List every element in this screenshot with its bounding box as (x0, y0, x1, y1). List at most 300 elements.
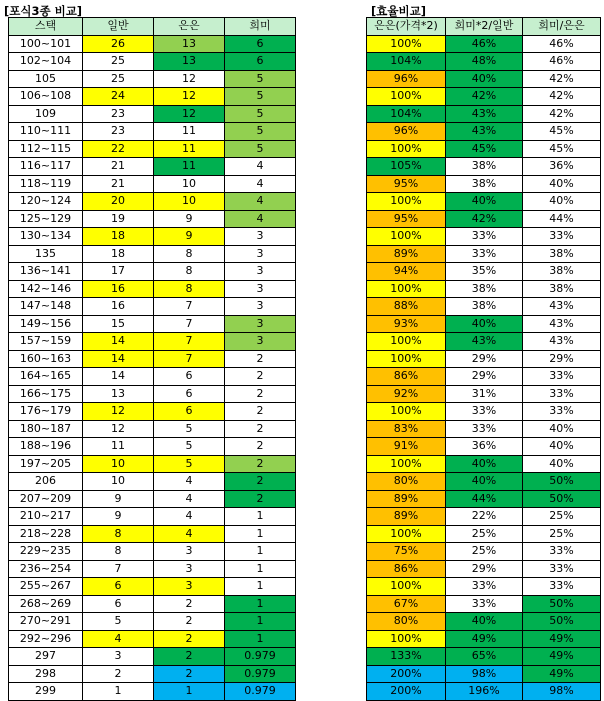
table1-row (9, 508, 296, 526)
table1-cell: 12 (154, 70, 225, 88)
table1-cell: 110~111 (9, 123, 83, 141)
table2-cell: 40% (446, 193, 523, 211)
table2-cell: 25% (446, 543, 523, 561)
table2-cell: 38% (523, 245, 601, 263)
table1-cell: 21 (83, 158, 154, 176)
table1-cell: 0.979 (225, 648, 296, 666)
table2-cell: 100% (367, 193, 446, 211)
table1-cell: 18 (83, 228, 154, 246)
table2-cell: 29% (523, 350, 601, 368)
table1-cell: 4 (154, 490, 225, 508)
table1-cell: 3 (225, 245, 296, 263)
table2-cell: 38% (446, 280, 523, 298)
table1-cell: 19 (83, 210, 154, 228)
table2-cell: 104% (367, 105, 446, 123)
table2-row (367, 70, 601, 88)
table2-cell: 45% (446, 140, 523, 158)
table1-row (9, 525, 296, 543)
table2-cell: 33% (446, 578, 523, 596)
table1-cell: 4 (225, 210, 296, 228)
table1-row (9, 263, 296, 281)
table2-cell: 86% (367, 368, 446, 386)
table1-cell: 12 (83, 403, 154, 421)
table2-cell: 200% (367, 665, 446, 683)
table1-cell: 8 (83, 543, 154, 561)
table2-cell: 200% (367, 683, 446, 701)
table2-row (367, 315, 601, 333)
table1-cell: 9 (154, 210, 225, 228)
table2-cell: 49% (523, 648, 601, 666)
table1-cell: 12 (83, 420, 154, 438)
table1-cell: 7 (154, 315, 225, 333)
table2-row (367, 578, 601, 596)
table2-cell: 100% (367, 88, 446, 106)
table2-cell: 33% (523, 403, 601, 421)
table1-cell: 120~124 (9, 193, 83, 211)
table2-row (367, 210, 601, 228)
table2-cell: 33% (523, 560, 601, 578)
table1-cell: 102~104 (9, 53, 83, 71)
table2-cell: 50% (523, 613, 601, 631)
table2-cell: 42% (523, 88, 601, 106)
table2-cell: 100% (367, 35, 446, 53)
table1-row (9, 70, 296, 88)
table1-cell: 2 (225, 455, 296, 473)
table1-cell: 298 (9, 665, 83, 683)
table1-cell: 13 (154, 53, 225, 71)
table1-cell: 297 (9, 648, 83, 666)
table2-cell: 98% (523, 683, 601, 701)
table2-cell: 29% (446, 560, 523, 578)
table2-row (367, 35, 601, 53)
table2-row (367, 105, 601, 123)
table2-cell: 38% (446, 175, 523, 193)
table1-cell: 4 (154, 525, 225, 543)
table1-cell: 11 (154, 123, 225, 141)
table1-cell: 10 (154, 193, 225, 211)
table1-row (9, 578, 296, 596)
table1-cell: 23 (83, 105, 154, 123)
table1-cell: 6 (154, 403, 225, 421)
table1-row (9, 105, 296, 123)
table1-cell: 17 (83, 263, 154, 281)
table2-cell: 49% (446, 630, 523, 648)
table2-cell: 33% (446, 403, 523, 421)
table2-cell: 80% (367, 613, 446, 631)
table1-cell: 6 (83, 578, 154, 596)
table1-cell: 270~291 (9, 613, 83, 631)
table1-cell: 135 (9, 245, 83, 263)
table2-cell: 38% (523, 263, 601, 281)
table1-cell: 6 (225, 53, 296, 71)
table2-cell: 40% (446, 455, 523, 473)
table1-cell: 14 (83, 350, 154, 368)
table1-cell: 2 (225, 385, 296, 403)
table2-cell: 40% (446, 315, 523, 333)
table1-cell: 2 (225, 368, 296, 386)
table1-cell: 13 (154, 35, 225, 53)
table1-cell: 176~179 (9, 403, 83, 421)
table2-header-cell: 희미/은은 (523, 18, 601, 36)
table1-cell: 125~129 (9, 210, 83, 228)
table2-cell: 33% (446, 595, 523, 613)
table1-cell: 1 (83, 683, 154, 701)
table1-cell: 18 (83, 245, 154, 263)
table1-cell: 197~205 (9, 455, 83, 473)
table2-row (367, 280, 601, 298)
table1-cell: 118~119 (9, 175, 83, 193)
table2-cell: 42% (523, 70, 601, 88)
table1-cell: 1 (225, 560, 296, 578)
table1-row (9, 175, 296, 193)
table1-cell: 1 (225, 578, 296, 596)
table1-cell: 6 (154, 385, 225, 403)
table1-cell: 22 (83, 140, 154, 158)
table1-cell: 25 (83, 53, 154, 71)
table1-row (9, 193, 296, 211)
table1-cell: 3 (225, 280, 296, 298)
table1-header-row (9, 18, 296, 36)
table2-cell: 133% (367, 648, 446, 666)
table2-cell: 40% (523, 455, 601, 473)
table2-cell: 38% (446, 298, 523, 316)
table1-cell: 12 (154, 88, 225, 106)
table2-cell: 42% (446, 88, 523, 106)
table2-cell: 100% (367, 525, 446, 543)
table1-cell: 2 (225, 473, 296, 491)
table2-cell: 25% (523, 508, 601, 526)
table2-cell: 33% (446, 228, 523, 246)
table2-row (367, 123, 601, 141)
table1-cell: 4 (154, 473, 225, 491)
table2-cell: 50% (523, 490, 601, 508)
table2-cell: 100% (367, 578, 446, 596)
table1-cell: 5 (225, 105, 296, 123)
table2-row (367, 455, 601, 473)
table1-cell: 3 (154, 560, 225, 578)
table1-cell: 1 (225, 630, 296, 648)
table2-cell: 44% (523, 210, 601, 228)
table1-cell: 10 (83, 473, 154, 491)
table2-cell: 40% (446, 70, 523, 88)
table2-cell: 75% (367, 543, 446, 561)
table2-cell: 33% (446, 420, 523, 438)
table1-cell: 11 (154, 140, 225, 158)
table1-cell: 8 (154, 245, 225, 263)
table1-cell: 130~134 (9, 228, 83, 246)
table1-cell: 1 (225, 595, 296, 613)
table2-cell: 40% (446, 613, 523, 631)
table2-row (367, 158, 601, 176)
table2-row (367, 193, 601, 211)
table2-cell: 44% (446, 490, 523, 508)
table2-cell: 45% (523, 140, 601, 158)
table2-cell: 95% (367, 175, 446, 193)
table1-cell: 160~163 (9, 350, 83, 368)
table1-cell: 229~235 (9, 543, 83, 561)
table2-row (367, 350, 601, 368)
table1-cell: 0.979 (225, 665, 296, 683)
table2-cell: 46% (523, 53, 601, 71)
table1-cell: 1 (225, 613, 296, 631)
table2-cell: 49% (523, 665, 601, 683)
table2-cell: 65% (446, 648, 523, 666)
table1-cell: 3 (154, 578, 225, 596)
table1-cell: 112~115 (9, 140, 83, 158)
table1-cell: 5 (225, 123, 296, 141)
table1-cell: 7 (154, 298, 225, 316)
table1-cell: 9 (154, 228, 225, 246)
table1-cell: 4 (225, 193, 296, 211)
table2-cell: 29% (446, 350, 523, 368)
table2-row (367, 595, 601, 613)
table1-cell: 20 (83, 193, 154, 211)
table2-cell: 100% (367, 140, 446, 158)
table1-row (9, 228, 296, 246)
table1-cell: 5 (225, 88, 296, 106)
table2-cell: 45% (523, 123, 601, 141)
table1-cell: 5 (154, 455, 225, 473)
table1-cell: 3 (154, 543, 225, 561)
table1-cell: 7 (154, 333, 225, 351)
table1-cell: 2 (83, 665, 154, 683)
table1-cell: 5 (225, 140, 296, 158)
table1-cell: 11 (83, 438, 154, 456)
table1-cell: 149~156 (9, 315, 83, 333)
table2-row (367, 403, 601, 421)
table2-row (367, 438, 601, 456)
table2-row (367, 613, 601, 631)
table2-row (367, 385, 601, 403)
table2-row (367, 175, 601, 193)
table1-cell: 12 (154, 105, 225, 123)
table1-cell: 136~141 (9, 263, 83, 281)
table1-cell: 2 (154, 613, 225, 631)
table2-cell: 100% (367, 228, 446, 246)
table2-cell: 35% (446, 263, 523, 281)
table1-row (9, 403, 296, 421)
table1-row (9, 385, 296, 403)
table2-cell: 43% (523, 333, 601, 351)
table2-cell: 36% (523, 158, 601, 176)
table1-cell: 2 (225, 350, 296, 368)
table1-row (9, 298, 296, 316)
table1-cell: 106~108 (9, 88, 83, 106)
table1-row (9, 140, 296, 158)
table1-row (9, 35, 296, 53)
table2-header-row (367, 18, 601, 36)
table2-cell: 43% (446, 105, 523, 123)
table2-cell: 100% (367, 403, 446, 421)
table2-cell: 40% (523, 420, 601, 438)
table1-cell: 9 (83, 508, 154, 526)
table1-cell: 6 (225, 35, 296, 53)
table2-title: [효율비교] (371, 4, 426, 18)
table1-header-cell: 스택 (9, 18, 83, 36)
table2-cell: 33% (523, 385, 601, 403)
table1-cell: 6 (83, 595, 154, 613)
table2-cell: 98% (446, 665, 523, 683)
table2-cell: 83% (367, 420, 446, 438)
table1-cell: 3 (225, 263, 296, 281)
table1-cell: 5 (154, 438, 225, 456)
table1-cell: 105 (9, 70, 83, 88)
table2-row (367, 333, 601, 351)
table2-cell: 40% (446, 473, 523, 491)
table2-row (367, 525, 601, 543)
table1-cell: 1 (225, 508, 296, 526)
table2-cell: 40% (523, 175, 601, 193)
table2-row (367, 263, 601, 281)
table2-row (367, 508, 601, 526)
table2-cell: 105% (367, 158, 446, 176)
table2-cell: 50% (523, 595, 601, 613)
table2-cell: 100% (367, 280, 446, 298)
stack-comparison-table (8, 17, 296, 701)
table1-cell: 147~148 (9, 298, 83, 316)
table2-cell: 25% (523, 525, 601, 543)
table1-cell: 2 (154, 630, 225, 648)
table2-row (367, 140, 601, 158)
table2-cell: 100% (367, 350, 446, 368)
table1-row (9, 350, 296, 368)
table2-cell: 33% (523, 578, 601, 596)
table1-cell: 255~267 (9, 578, 83, 596)
table1-row (9, 333, 296, 351)
table1-cell: 5 (225, 70, 296, 88)
table1-cell: 4 (83, 630, 154, 648)
table2-header-cell: 희미*2/일반 (446, 18, 523, 36)
table2-cell: 40% (523, 193, 601, 211)
table1-row (9, 438, 296, 456)
table1-row (9, 158, 296, 176)
table2-row (367, 560, 601, 578)
table1-cell: 236~254 (9, 560, 83, 578)
table1-row (9, 560, 296, 578)
table2-cell: 86% (367, 560, 446, 578)
table2-cell: 43% (446, 123, 523, 141)
table2-row (367, 665, 601, 683)
table1-row (9, 245, 296, 263)
table1-header-cell: 일반 (83, 18, 154, 36)
table2-row (367, 298, 601, 316)
table1-cell: 26 (83, 35, 154, 53)
table1-cell: 180~187 (9, 420, 83, 438)
table1-cell: 8 (154, 263, 225, 281)
table2-cell: 25% (446, 525, 523, 543)
table1-row (9, 473, 296, 491)
table1-header-cell: 희미 (225, 18, 296, 36)
table1-cell: 3 (225, 333, 296, 351)
table1-row (9, 630, 296, 648)
table1-row (9, 420, 296, 438)
table2-cell: 67% (367, 595, 446, 613)
table1-cell: 188~196 (9, 438, 83, 456)
table1-cell: 2 (154, 665, 225, 683)
efficiency-comparison-table (366, 17, 601, 701)
table1-row (9, 53, 296, 71)
table2-cell: 92% (367, 385, 446, 403)
table1-cell: 210~217 (9, 508, 83, 526)
table2-cell: 22% (446, 508, 523, 526)
table1-cell: 10 (154, 175, 225, 193)
table1-cell: 299 (9, 683, 83, 701)
table2-cell: 46% (446, 35, 523, 53)
table1-cell: 1 (154, 683, 225, 701)
table2-cell: 29% (446, 368, 523, 386)
table1-cell: 21 (83, 175, 154, 193)
table1-cell: 206 (9, 473, 83, 491)
table1-cell: 0.979 (225, 683, 296, 701)
table2-cell: 80% (367, 473, 446, 491)
table2-cell: 100% (367, 333, 446, 351)
table1-title: [포식3종 비교] (4, 4, 83, 18)
table2-cell: 31% (446, 385, 523, 403)
table1-cell: 3 (225, 298, 296, 316)
table1-cell: 3 (225, 228, 296, 246)
table1-cell: 1 (225, 543, 296, 561)
table2-cell: 33% (523, 543, 601, 561)
table1-row (9, 595, 296, 613)
table1-row (9, 88, 296, 106)
table2-cell: 104% (367, 53, 446, 71)
table1-row (9, 683, 296, 701)
table1-cell: 1 (225, 525, 296, 543)
table2-cell: 43% (523, 298, 601, 316)
table2-cell: 96% (367, 70, 446, 88)
table1-row (9, 613, 296, 631)
table2-header-cell: 은은(가격*2) (367, 18, 446, 36)
table2-cell: 196% (446, 683, 523, 701)
table1-cell: 8 (83, 525, 154, 543)
table1-row (9, 210, 296, 228)
table2-cell: 91% (367, 438, 446, 456)
table1-cell: 13 (83, 385, 154, 403)
table1-cell: 15 (83, 315, 154, 333)
table1-cell: 14 (83, 368, 154, 386)
table1-row (9, 368, 296, 386)
table1-cell: 2 (225, 438, 296, 456)
table1-cell: 157~159 (9, 333, 83, 351)
table1-row (9, 490, 296, 508)
table2-cell: 33% (523, 228, 601, 246)
table2-cell: 42% (523, 105, 601, 123)
table1-cell: 23 (83, 123, 154, 141)
table1-cell: 5 (154, 420, 225, 438)
table1-row (9, 123, 296, 141)
table1-cell: 14 (83, 333, 154, 351)
table2-cell: 38% (446, 158, 523, 176)
table2-cell: 40% (523, 438, 601, 456)
table1-row (9, 543, 296, 561)
table1-cell: 2 (154, 595, 225, 613)
table2-row (367, 245, 601, 263)
table1-cell: 9 (83, 490, 154, 508)
table1-cell: 7 (154, 350, 225, 368)
table2-cell: 50% (523, 473, 601, 491)
table2-cell: 43% (523, 315, 601, 333)
table1-cell: 3 (83, 648, 154, 666)
table1-cell: 7 (83, 560, 154, 578)
table1-cell: 2 (225, 420, 296, 438)
table2-row (367, 648, 601, 666)
table1-cell: 16 (83, 298, 154, 316)
table1-cell: 292~296 (9, 630, 83, 648)
table2-cell: 89% (367, 245, 446, 263)
table1-row (9, 315, 296, 333)
table1-cell: 2 (225, 403, 296, 421)
table1-cell: 11 (154, 158, 225, 176)
